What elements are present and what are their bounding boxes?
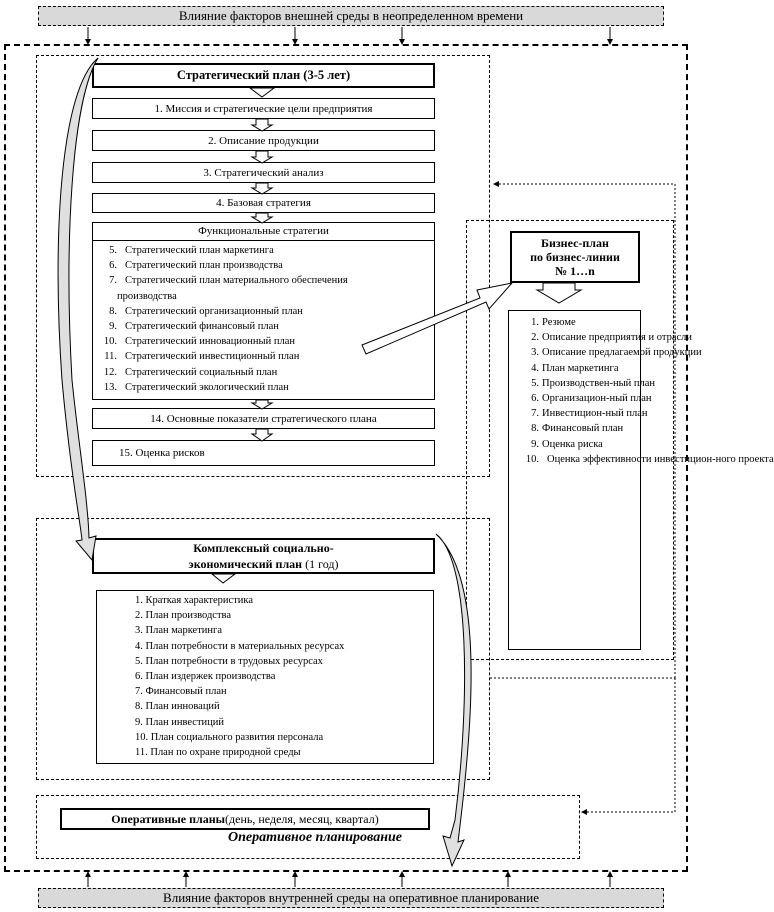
operational-plans-box: Оперативные планы (день, неделя, месяц, квартал) (60, 808, 430, 830)
business-plan-title-line: № 1…n (555, 264, 595, 278)
functional-item: 5. Стратегический план маркетинга (109, 245, 274, 256)
functional-item: 8. Стратегический организационный план (109, 305, 303, 317)
business-plan-arrow (537, 283, 581, 303)
step-indicators: 14. Основные показатели стратегического плана (92, 408, 435, 429)
complex-plan-item: 2. План производства (135, 610, 232, 622)
business-plan-item: 3. Описание предлагаемой продукции (531, 347, 702, 359)
complex-to-operational-arrow (436, 534, 471, 866)
business-plan-item: 1. Резюме (531, 317, 576, 328)
strategic-to-complex-arrow (58, 58, 98, 560)
complex-plan-item: 4. План потребности в материальных ресурсах (135, 640, 345, 652)
step-arrow (252, 400, 272, 409)
business-plan-item: 4. План маркетинга (531, 362, 619, 374)
functional-item: 12. Стратегический социальный план (103, 366, 278, 378)
feedback-to-operational (582, 678, 675, 812)
functional-item: 7. Стратегический план материального обеспечения (109, 275, 348, 287)
complex-plan-title-line1: Комплексный социально- (193, 541, 334, 555)
functional-item: производства (117, 290, 177, 302)
business-plan-item: 10. Оценка эффективности инвестицион-ного проекта (525, 453, 774, 465)
step-arrow (252, 119, 272, 131)
to-business-plan-arrow (362, 283, 512, 354)
complex-plan-title-line2: экономический план (1 год) (188, 557, 339, 571)
functional-item: 10. Стратегический инновационный план (103, 336, 295, 348)
business-plan-item: 9. Оценка риска (531, 438, 603, 450)
business-plan-item: 2. Описание предприятия и отрасли (531, 332, 693, 344)
complex-plan-item: 8. План инноваций (135, 701, 220, 713)
external-factors-banner: Влияние факторов внешней среды в неопределенном времени (38, 6, 664, 26)
step-product-description: 2. Описание продукции (92, 130, 435, 151)
business-plan-item: 7. Инвестицион-ный план (531, 408, 648, 420)
step-arrow (252, 429, 272, 441)
business-plan-item: 6. Организацион-ный план (531, 393, 652, 405)
step-base-strategy: 4. Базовая стратегия (92, 193, 435, 213)
business-plan-item: 8. Финансовый план (531, 423, 624, 435)
strategic-plan-title: Стратегический план (3-5 лет) (92, 63, 435, 88)
step-arrow (252, 213, 272, 223)
step-arrow (252, 183, 272, 194)
functional-strategies-header: Функциональные стратегии (93, 223, 434, 241)
step-arrow (252, 151, 272, 163)
step-risks: 15. Оценка рисков (92, 440, 435, 466)
complex-plan-item: 10. План социального развития персонала (135, 731, 324, 743)
business-plan-title-line: по бизнес-линии (530, 250, 620, 264)
complex-plan-item: 6. План издержек производства (135, 671, 276, 683)
step-arrow (212, 574, 235, 583)
internal-factors-banner: Влияние факторов внутренней среды на оперативное планирование (38, 888, 664, 908)
functional-item: 11. Стратегический инвестиционный план (104, 351, 300, 363)
operational-planning-caption: Оперативное планирование (228, 830, 402, 845)
functional-item: 6. Стратегический план производства (109, 260, 283, 272)
complex-plan-item: 1. Краткая характеристика (135, 595, 254, 606)
functional-item: 13. Стратегический экологический план (103, 381, 289, 393)
complex-plan-item: 3. План маркетинга (135, 625, 223, 637)
complex-plan-item: 7. Финансовый план (135, 686, 227, 698)
step-arrow (250, 88, 274, 97)
functional-item: 9. Стратегический финансовый план (109, 321, 279, 333)
feedback-lines (490, 184, 774, 812)
complex-plan-item: 9. План инвестиций (135, 716, 225, 728)
step-strategic-analysis: 3. Стратегический анализ (92, 162, 435, 183)
business-plan-item: 5. Производствен-ный план (531, 377, 656, 389)
feedback-to-strategic (494, 184, 774, 678)
business-plan-title-line: Бизнес-план (541, 236, 609, 250)
step-mission: 1. Миссия и стратегические цели предприятия (92, 98, 435, 119)
complex-plan-item: 5. План потребности в трудовых ресурсах (135, 655, 323, 667)
complex-plan-item: 11. План по охране природной среды (135, 747, 301, 759)
